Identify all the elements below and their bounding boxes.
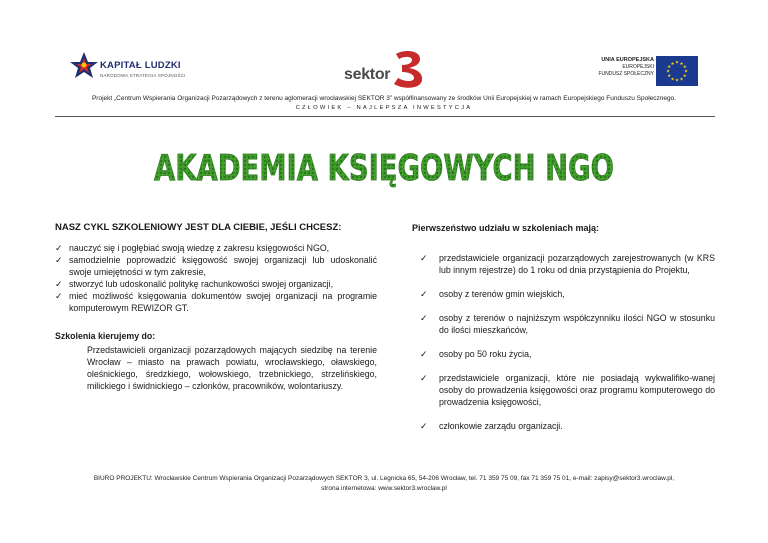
page-title-wrap	[0, 140, 768, 190]
eu-star-icon: ★	[670, 61, 675, 67]
motto: CZŁOWIEK – NAJLEPSZA INWESTYCJA	[295, 105, 473, 111]
eu-star-icon: ★	[674, 78, 680, 84]
list-item	[412, 420, 715, 432]
right-column	[412, 222, 715, 444]
checkmark-icon: ✓	[55, 279, 63, 289]
eu-star-icon: ★	[674, 60, 680, 66]
left-column	[55, 222, 377, 392]
list-item	[55, 278, 377, 290]
list-item	[55, 254, 377, 278]
list-item-text: przedstawiciele organizacji pozarządowych zarejestrowanych (w KRS lub innym rejestrze) do 1 roku od dnia przystąpienia do Projektu,	[439, 253, 715, 275]
eu-star-icon: ★	[683, 69, 689, 75]
checkmark-icon: ✓	[55, 291, 63, 301]
kapital-ludzki-subtitle: NARODOWA STRATEGIA SPÓJNOŚCI	[100, 73, 186, 78]
page-title: AKADEMIA KSIĘGOWYCH NGO	[154, 148, 614, 189]
list-item-text: stworzyć lub udoskonalić politykę rachunkowości swojej organizacji,	[69, 279, 334, 289]
footer-website: strona internetowa: www.sektor3.wroclaw.pl	[321, 485, 447, 492]
kapital-ludzki-logo	[70, 50, 190, 84]
list-item-text: samodzielnie poprowadzić księgowość swojej organizacji lub udoskonalić swoje umiejętności w tym zakresie,	[69, 255, 377, 277]
checkmark-icon: ✓	[55, 243, 63, 253]
target-heading: Szkolenia kierujemy do:	[55, 331, 156, 341]
sektor-three-icon	[388, 48, 430, 90]
list-item	[55, 242, 377, 254]
page-title-graphic	[0, 140, 768, 190]
eu-star-icon: ★	[667, 65, 672, 71]
footer-address: BIURO PROJEKTU: Wrocławskie Centrum Wspierania Organizacji Pozarządowych SEKTOR 3, ul. Legnicka 65, 54-206 Wrocław, tel. 71 359 75 09, fax 71 359 75 01, e-mail: zapisy@sektor3.wroclaw.pl,	[93, 475, 675, 482]
list-item	[55, 290, 377, 314]
checkmark-icon: ✓	[420, 313, 428, 323]
list-item-text: członkowie zarządu organizacji.	[439, 421, 563, 431]
eu-flag-icon	[656, 56, 698, 86]
list-item-text: przedstawiciele organizacji, które nie posiadają wykwalifiko-wanej osoby do prowadzenia księgowości oraz programu komputerowego do prowadzenia księgowości,	[439, 373, 715, 407]
checkmark-icon: ✓	[55, 255, 63, 265]
eu-text	[598, 56, 654, 78]
eu-star-icon: ★	[667, 74, 672, 80]
eu-logo	[588, 56, 698, 90]
list-item	[412, 312, 715, 336]
eu-line-1: UNIA EUROPEJSKA	[601, 57, 654, 63]
left-checklist	[55, 242, 377, 314]
list-item	[412, 252, 715, 276]
eu-star-icon: ★	[679, 77, 684, 83]
eu-line-3: FUNDUSZ SPOŁECZNY	[598, 71, 654, 77]
checkmark-icon: ✓	[420, 349, 428, 359]
list-item	[412, 372, 715, 408]
kapital-ludzki-star-icon	[70, 50, 100, 84]
sektor-wordmark: sektor	[344, 66, 391, 83]
checkmark-icon: ✓	[420, 289, 428, 299]
list-item-text: nauczyć się i pogłębiać swoją wiedzę z zakresu księgowości NGO,	[69, 243, 330, 253]
checkmark-icon: ✓	[420, 253, 428, 263]
eu-star-icon: ★	[679, 61, 684, 67]
list-item-text: osoby z terenów o najniższym współczynniku ilości NGO w stosunku do ilości mieszkańców,	[439, 313, 715, 335]
sektor3-logo	[338, 46, 428, 92]
project-line: Projekt „Centrum Wspierania Organizacji Pozarządowych z terenu aglomeracji wrocławskiej SEKTOR 3” współfinansowany ze środków Unii Europejskiej w ramach Europejskiego Funduszu Społecznego.	[91, 95, 677, 102]
header	[0, 0, 768, 111]
list-item	[412, 288, 715, 300]
footer	[0, 474, 768, 494]
checkmark-icon: ✓	[420, 421, 428, 431]
right-heading: Pierwszeństwo udziału w szkoleniach mają:	[412, 223, 600, 233]
list-item-text: osoby po 50 roku życia,	[439, 349, 532, 359]
header-divider	[55, 116, 715, 117]
list-item-text: mieć możliwość księgowania dokumentów swojej organizacji na programie komputerowym REWIZOR GT.	[69, 291, 377, 313]
checkmark-icon: ✓	[420, 373, 428, 383]
eu-star-icon: ★	[670, 77, 675, 83]
eu-star-icon: ★	[682, 74, 687, 80]
left-heading: NASZ CYKL SZKOLENIOWY JEST DLA CIEBIE, JEŚLI CHCESZ:	[55, 222, 342, 233]
eu-star-icon: ★	[682, 65, 687, 71]
eu-line-2: EUROPEJSKI	[622, 64, 654, 70]
target-text: Przedstawicieli organizacji pozarządowych mających siedzibę na terenie Wrocław – miasto na prawach powiatu, wrocławskiego, oławskiego, oleśnickiego, średzkiego, wołowskiego, trzebnickiego, strzelińskiego, milickiego i świdnickiego – członków, pracowników, wolontariuszy.	[87, 345, 377, 391]
kapital-ludzki-title: KAPITAŁ LUDZKI	[100, 60, 181, 71]
eu-star-icon: ★	[665, 69, 671, 75]
list-item	[412, 348, 715, 360]
list-item-text: osoby z terenów gmin wiejskich,	[439, 289, 565, 299]
